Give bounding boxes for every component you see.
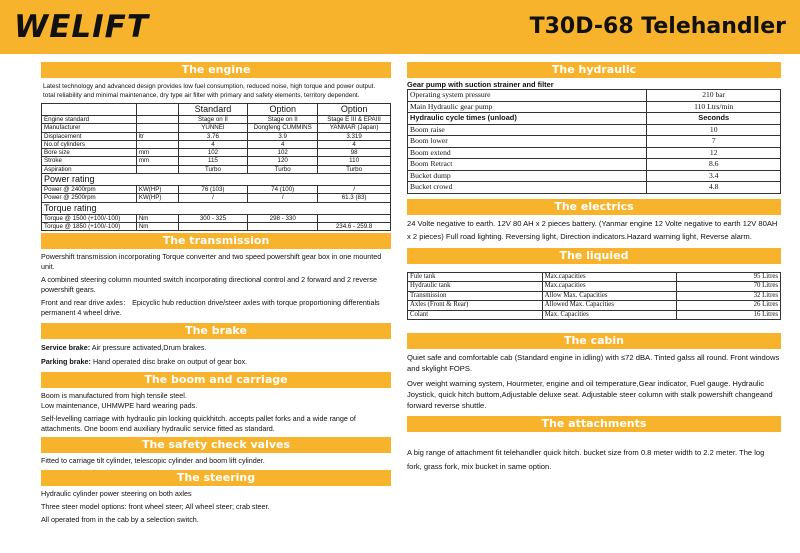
engine-row-cell: Turbo [178, 165, 248, 173]
cycle-header-cell: Hydraulic cycle times (unload) [408, 113, 647, 125]
liquid-cell: Colant [408, 310, 543, 320]
liquid-cell: Allow Max. Capacities [542, 291, 677, 301]
power-row-cell: Power @ 2500rpm [42, 194, 137, 202]
liquid-table [407, 272, 781, 321]
power-row-cell: 61.3 (83) [318, 194, 391, 202]
hydraulic-row-cell: Main Hydraulic gear pump [408, 101, 647, 113]
engine-row-cell: ltr [136, 132, 178, 140]
engine-row-cell: 102 [178, 149, 248, 157]
boom-p2: Low maintenance, UHMWPE hard wearing pads. [41, 401, 198, 411]
engine-row [42, 149, 391, 157]
transmission-p1: Powershift transmission incorporating Torque converter and two speed powershift gear box in one mounted unit. [41, 252, 382, 272]
engine-intro: Latest technology and advanced design provides low fuel consumption, reduced noise, high torque and power output. total reliability and minimal maintenance, dry type air filter with primary and safety elements, territory dependent. [43, 83, 376, 99]
torque-row [42, 214, 391, 222]
engine-row-cell: Dongfeng CUMMINS [248, 124, 318, 132]
engine-row [42, 157, 391, 165]
torque-row-cell: 298 - 330 [248, 214, 318, 222]
cycle-row-cell: 7 [647, 136, 781, 148]
cycle-row [408, 124, 781, 136]
torque-row-cell: 234.6 - 259.8 [318, 222, 391, 230]
electrics-text: 24 Volte negative to earth. 12V 80 AH x 2 pieces battery. (Yanmar engine 12 Volte negative to earth 12V 80AH x 2 pieces) Full road lighting. Reversing light, Direction indicators.Hazard warning light, Reverse alarm. [407, 218, 778, 241]
torque-title: Torque rating [42, 202, 391, 214]
engine-row [42, 116, 391, 124]
engine-row-cell: 115 [178, 157, 248, 165]
engine-row [42, 140, 391, 148]
cycle-row-cell: 12 [647, 147, 781, 159]
engine-row-cell: 4 [178, 140, 248, 148]
liquid-row [408, 301, 781, 311]
cab-p1: Quiet safe and comfortable cab (Standard engine in idling) with ≤72 dBA. Tinted galss all round. Front windows and skylight FOPS. [407, 353, 780, 374]
hydraulic-row-cell: 210 bar [647, 90, 781, 102]
cycle-row-cell: Bucket dump [408, 170, 647, 182]
service-brake-line [41, 343, 391, 353]
liquid-cell: Max.capacities [542, 272, 677, 282]
power-row-cell: / [318, 186, 391, 194]
engine-row-cell: Aspiration [42, 165, 137, 173]
engine-row-cell: Stroke [42, 157, 137, 165]
steering-p2: Three steer model options: front wheel steer; All wheel steer; crab steer. [41, 502, 270, 512]
power-row-cell: Power @ 2400rpm [42, 186, 137, 194]
cycle-row-cell: 8.6 [647, 159, 781, 171]
engine-row-cell: Turbo [318, 165, 391, 173]
liquid-cell: Fule tank [408, 272, 543, 282]
left-column [41, 62, 391, 525]
engine-row-cell: 102 [248, 149, 318, 157]
engine-row-cell: Displacement [42, 132, 137, 140]
hydraulic-row [408, 90, 781, 102]
engine-header-row-cell: Option [248, 104, 318, 116]
engine-row-cell: 120 [248, 157, 318, 165]
engine-row-cell: 4 [248, 140, 318, 148]
engine-row-cell: 3.9 [248, 132, 318, 140]
section-hydraulic-title: The hydraulic [407, 62, 781, 78]
section-steering-title: The steering [41, 470, 391, 486]
engine-row-cell: No.of cylinders [42, 140, 137, 148]
transmission-p2: A combined steering column mounted switch incorporating directional control and 2 forward and 2 reverse powershift gears. [41, 275, 377, 295]
section-safety-title: The safety check valves [41, 437, 391, 453]
torque-row-cell [178, 222, 248, 230]
engine-row-cell: Turbo [248, 165, 318, 173]
power-row-cell: 74 (100) [248, 186, 318, 194]
engine-row-cell [136, 165, 178, 173]
engine-row-cell: YANMAR (Japan) [318, 124, 391, 132]
liquid-row [408, 282, 781, 292]
section-transmission-title: The transmission [41, 233, 391, 249]
torque-row-cell: Torque @ 1850 (+100/-100) [42, 222, 137, 230]
engine-row-cell: 3.319 [318, 132, 391, 140]
cycle-row-cell: 10 [647, 124, 781, 136]
liquid-cell: 95 Litres [677, 272, 781, 282]
cycle-row [408, 147, 781, 159]
cycle-row-cell: 3.4 [647, 170, 781, 182]
parking-brake-text: Hand operated disc brake on output of gear box. [92, 357, 248, 367]
engine-row-cell [136, 124, 178, 132]
engine-row-cell: 4 [318, 140, 391, 148]
torque-row-cell: Torque @ 1500 (+100/-100) [42, 214, 137, 222]
section-boom-title: The boom and carriage [41, 372, 391, 388]
power-row-cell: KW(HP) [136, 194, 178, 202]
engine-row-cell: Bore size [42, 149, 137, 157]
hydraulic-row-cell: Operating system pressure [408, 90, 647, 102]
cycle-row [408, 170, 781, 182]
liquid-cell: Axles (Front & Rear) [408, 301, 543, 311]
right-column [407, 62, 781, 474]
liquid-row [408, 291, 781, 301]
torque-row [42, 222, 391, 230]
steering-p1: Hydraulic cylinder power steering on both axles [41, 489, 192, 499]
engine-row-cell: mm [136, 149, 178, 157]
torque-row-cell: Nm [136, 222, 178, 230]
engine-row-cell [136, 140, 178, 148]
engine-row-cell: Stage E III & EPAIII [318, 116, 391, 124]
power-row-cell: 76 (103) [178, 186, 248, 194]
cycle-row-cell: Boom lower [408, 136, 647, 148]
section-cab-title: The cabin [407, 333, 781, 349]
power-row-cell: / [178, 194, 248, 202]
power-row-cell: KW(HP) [136, 186, 178, 194]
section-electrics-title: The electrics [407, 199, 781, 215]
cycle-row-cell: Boom raise [408, 124, 647, 136]
cycle-row-cell: Bucket crowd [408, 182, 647, 194]
transmission-p3: Front and rear drive axles： Epicyclic hub reduction drive/steer axles with torque proportioning differentials permanent 4 wheel drive. [41, 298, 380, 318]
cycle-row-cell: Boom Retract [408, 159, 647, 171]
parking-brake-label: Parking brake: [41, 357, 91, 367]
torque-row-cell: 300 - 325 [178, 214, 248, 222]
safety-p1: Fitted to carriage tilt cylinder, telescopic cylinder and boom lift cylinder. [41, 456, 265, 466]
engine-row-cell: 110 [318, 157, 391, 165]
liquid-cell: Max.capacities [542, 282, 677, 292]
pump-title: Gear pump with suction strainer and filter [407, 80, 554, 89]
liquid-cell: Hydraulic tank [408, 282, 543, 292]
engine-header-row-cell: Option [318, 104, 391, 116]
torque-row-cell [248, 222, 318, 230]
liquid-cell: Max. Capacities [542, 310, 677, 320]
header-bar [0, 0, 800, 54]
cycle-row-cell: Boom extend [408, 147, 647, 159]
cycle-header-row [408, 113, 781, 125]
engine-header-row-cell [136, 104, 178, 116]
liquid-row [408, 272, 781, 282]
section-engine-title: The engine [41, 62, 391, 78]
logo-text: WELIFT [14, 9, 149, 45]
liquid-cell: Transmission [408, 291, 543, 301]
power-title-row [42, 174, 391, 186]
engine-row-cell: Manufacturer [42, 124, 137, 132]
hydraulic-row-cell: 110 Ltrs/min [647, 101, 781, 113]
liquid-cell: 32 Litres [677, 291, 781, 301]
cycle-row [408, 136, 781, 148]
section-attachments-title: The attachments [407, 416, 781, 432]
boom-p3: Self-levelling carriage with hydraulic pin locking quickhitch. accepts pallet forks and a wide range of attachments. One boom end auxiliary hydraulic service fitted as standard. [41, 414, 356, 434]
cycle-row [408, 182, 781, 194]
engine-table [41, 103, 391, 231]
service-brake-label: Service brake: [41, 343, 91, 353]
hydraulic-table [407, 89, 781, 194]
section-brake-title: The brake [41, 323, 391, 339]
cycle-row [408, 159, 781, 171]
torque-title-row [42, 202, 391, 214]
service-brake-text: Air pressure activated,Drum brakes. [91, 343, 207, 353]
power-row [42, 194, 391, 202]
engine-row-cell [136, 116, 178, 124]
engine-row-cell: mm [136, 157, 178, 165]
liquid-row [408, 310, 781, 320]
cab-p2: Over weight warning system, Hourmeter, engine and oil temperature,Gear indicator, Fuel gauge. Hydraulic Joystick, quick hitch buttom,Adjustable deluxe seat. Adjustable steer column with stalk powershift changeand forward reverse shuttle. [407, 379, 773, 411]
boom-p1: Boom is manufactured from high tensile steel. [41, 391, 187, 401]
engine-row-cell: Stage on II [178, 116, 248, 124]
engine-row [42, 132, 391, 140]
attachments-text: A big range of attachment fit telehandler quick hitch. bucket size from 0.8 meter width to 2.2 meter. The log fork, grass fork, mix bucket in same option. [407, 448, 765, 472]
engine-row-cell: YUNNEI [178, 124, 248, 132]
engine-row-cell: 98 [318, 149, 391, 157]
power-row [42, 186, 391, 194]
document-title: T30D-68 Telehandler [529, 14, 786, 39]
liquid-cell: 16 Litres [677, 310, 781, 320]
parking-brake-line [41, 357, 391, 367]
section-liquid-title: The liquied [407, 248, 781, 264]
engine-header-row-cell: Standard [178, 104, 248, 116]
engine-row-cell: 3.76 [178, 132, 248, 140]
cycle-header-cell: Seconds [647, 113, 781, 125]
engine-row-cell: Stage on II [248, 116, 318, 124]
steering-p3: All operated from in the cab by a selection switch. [41, 515, 199, 525]
engine-row [42, 124, 391, 132]
power-row-cell: / [248, 194, 318, 202]
cycle-row-cell: 4.8 [647, 182, 781, 194]
brand-logo [14, 8, 149, 46]
liquid-cell: 26 Litres [677, 301, 781, 311]
liquid-cell: 70 Litres [677, 282, 781, 292]
liquid-cell: Allowed Max. Capacities [542, 301, 677, 311]
power-title: Power rating [42, 174, 391, 186]
torque-row-cell [318, 214, 391, 222]
engine-header-row-cell [42, 104, 137, 116]
engine-row-cell: Engine standard [42, 116, 137, 124]
torque-row-cell: Nm [136, 214, 178, 222]
hydraulic-row [408, 101, 781, 113]
engine-row [42, 165, 391, 173]
engine-header-row [42, 104, 391, 116]
